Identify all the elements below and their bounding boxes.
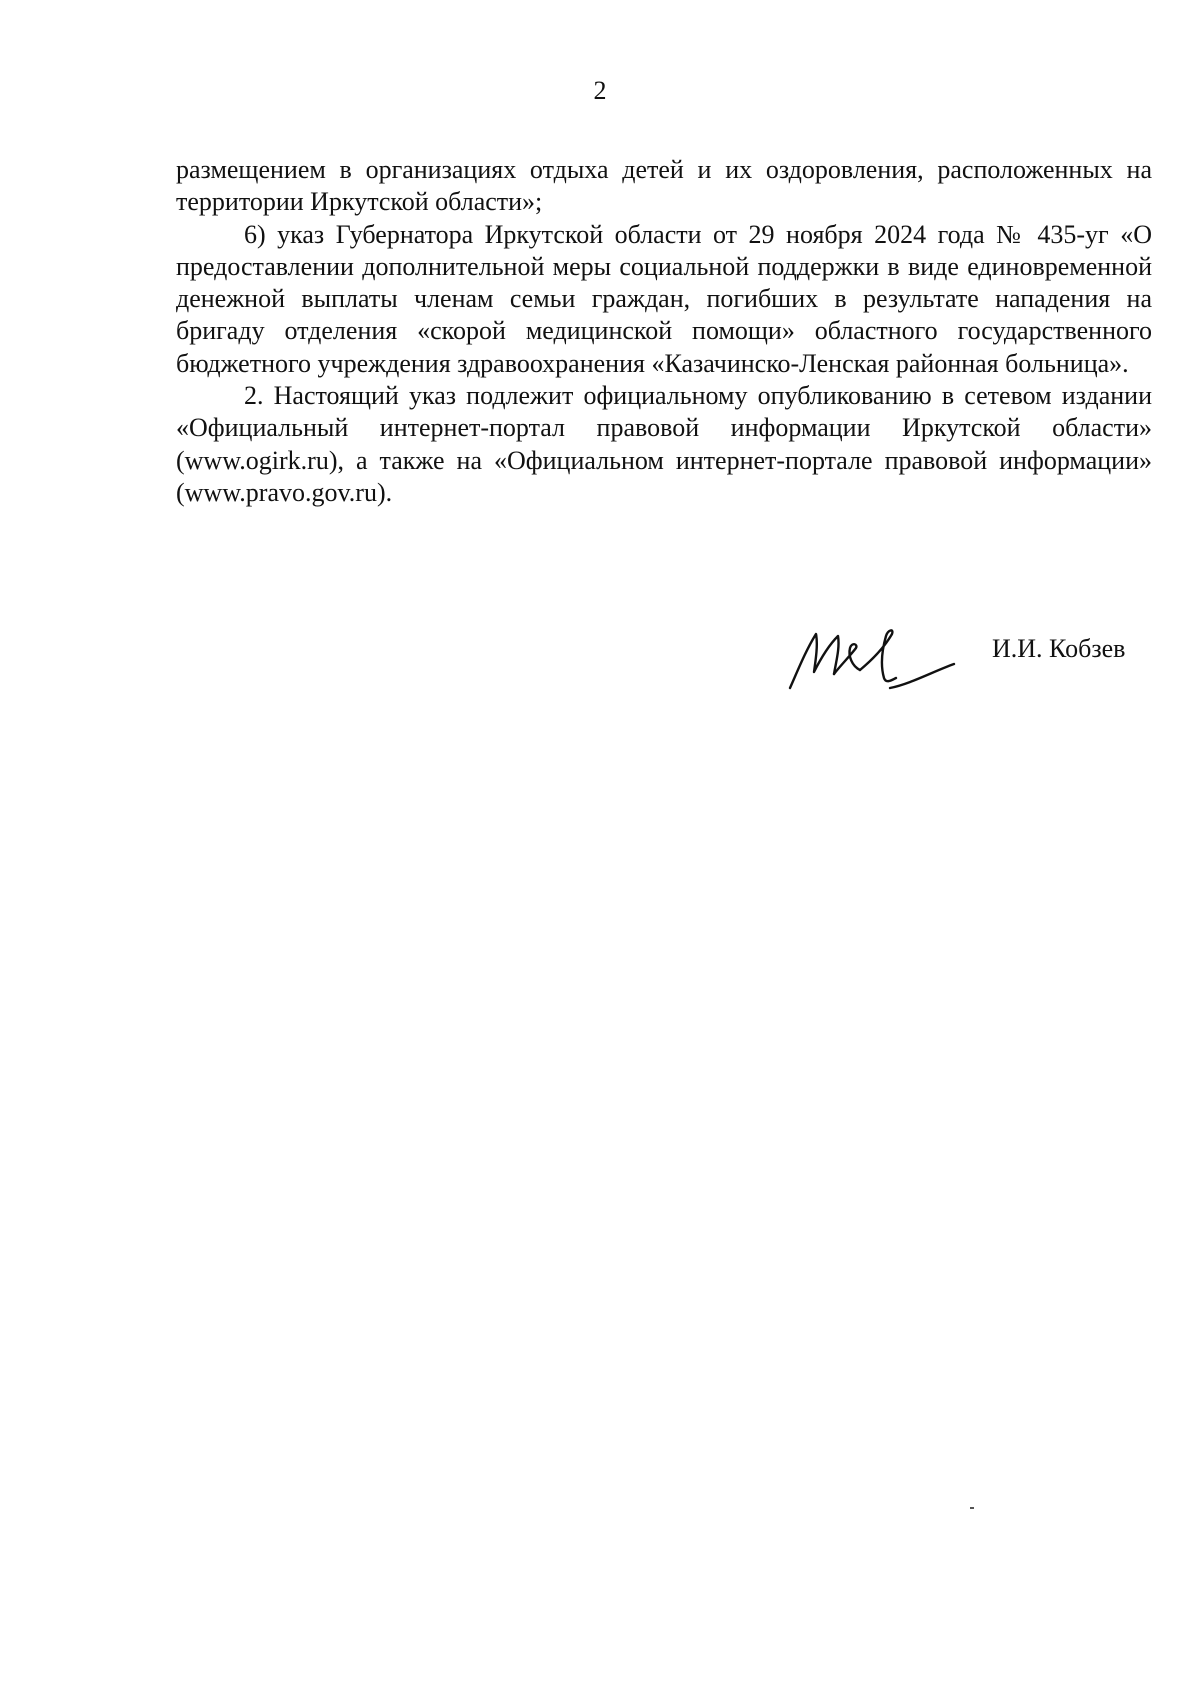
page-number: 2 [593,76,607,105]
paragraph-item-2: 2. Настоящий указ подлежит официальному опубликованию в сетевом издании «Официальный интернет-портал правовой информации Иркутской области» (www.ogirk.ru), а также на «Официальном интернет-портале правовой информации» (www.pravo.gov.ru). [176,381,1152,507]
paragraph-continuation: размещением в организациях отдыха детей и их оздоровления, расположенных на территории Иркутской области»; [176,155,1152,217]
handwritten-signature-icon [780,622,960,698]
signature-block [780,622,1160,702]
signer-name: И.И. Кобзев [992,634,1126,663]
paragraph-item-6: 6) указ Губернатора Иркутской области от 29 ноября 2024 года № 435-уг «О предоставлении дополнительной меры социальной поддержки в виде единовременной денежной выплаты членам семьи граждан, погибших в результате нападения на бригаду отделения «скорой медицинской помощи» областного государственного бюджетного учреждения здравоохранения «Казачинско-Ленская районная больница». [176,219,1152,378]
scan-speck [970,1507,974,1509]
document-body [176,154,1152,509]
